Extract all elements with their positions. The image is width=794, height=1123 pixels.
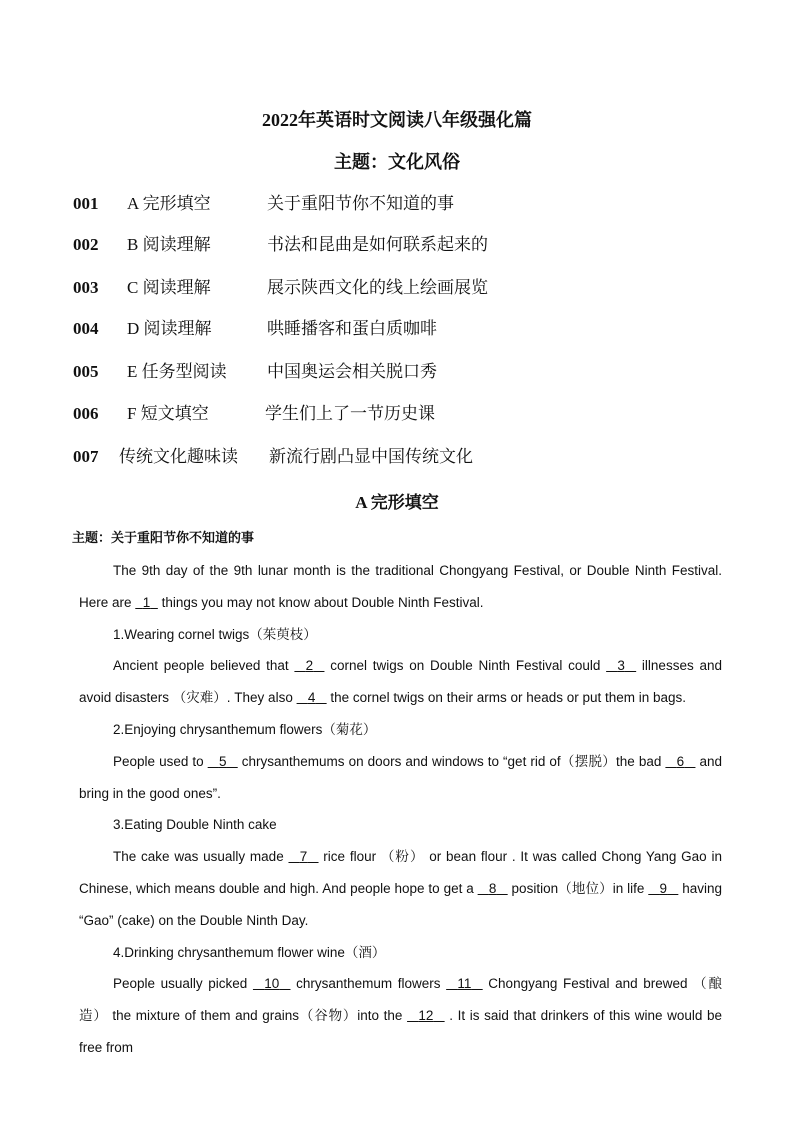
toc-number: 007	[73, 447, 99, 466]
blank-number: 1	[142, 594, 151, 610]
blank-number: 9	[659, 880, 668, 896]
toc-number: 004	[73, 319, 99, 338]
blank-number: 2	[305, 658, 314, 674]
toc-description: 新流行剧凸显中国传统文化	[269, 447, 473, 466]
blank-number: 11	[457, 976, 472, 992]
blank-2[interactable]	[294, 650, 324, 682]
toc-type: E 任务型阅读	[127, 362, 227, 381]
toc-type: D 阅读理解	[127, 319, 212, 338]
toc-type: B 阅读理解	[127, 235, 211, 254]
blank-number: 8	[488, 880, 497, 896]
blank-7[interactable]	[288, 841, 318, 873]
text: cornel twigs on Double Ninth Festival could	[324, 658, 607, 674]
text: People usually picked	[113, 976, 253, 992]
passage	[79, 555, 722, 1064]
toc-number: 005	[73, 362, 99, 381]
blank-11[interactable]	[446, 968, 483, 1000]
section-heading: A 完形填空	[355, 493, 439, 512]
paragraph	[79, 650, 722, 714]
blank-10[interactable]	[253, 968, 291, 1000]
toc-description: 中国奥运会相关脱口秀	[267, 362, 437, 381]
blank-number: 10	[264, 976, 280, 992]
toc-description: 哄睡播客和蛋白质咖啡	[267, 319, 437, 338]
toc-number: 001	[73, 194, 99, 213]
blank-3[interactable]	[606, 650, 636, 682]
toc-type: A 完形填空	[127, 194, 211, 213]
toc-type: F 短文填空	[127, 404, 209, 423]
blank-6[interactable]	[665, 746, 695, 778]
toc-description: 学生们上了一节历史课	[265, 404, 435, 423]
blank-number: 3	[617, 658, 625, 674]
paragraph	[79, 555, 722, 619]
blank-number: 12	[418, 1008, 434, 1024]
section-topic: 主题：关于重阳节你不知道的事	[72, 531, 255, 546]
text: Chongyang Festival and brewed （酿造） the mixture of them and grains（谷物）into the	[79, 976, 722, 1024]
toc-number: 003	[73, 278, 99, 297]
blank-number: 7	[299, 849, 308, 865]
paragraph	[79, 746, 722, 810]
toc-description: 书法和昆曲是如何联系起来的	[267, 235, 488, 254]
text: rice flour （粉） or bean flour . It was called Chong Yang Gao in Chinese, which means double and high. And people hope to get a	[79, 849, 722, 896]
text: the cornel twigs on their arms or heads or put them in bags.	[326, 690, 687, 706]
toc-description: 关于重阳节你不知道的事	[267, 194, 454, 213]
blank-number: 6	[676, 753, 685, 769]
blank-4[interactable]	[297, 682, 327, 714]
text: People used to	[113, 753, 208, 769]
text: The 9th day of the 9th lunar month is the traditional Chongyang Festival, or Double Ninth Festival. Here are	[79, 563, 722, 610]
text: Ancient people believed that	[113, 658, 295, 674]
blank-12[interactable]	[407, 1000, 445, 1032]
text: having “Gao” (cake) on the Double Ninth Day.	[79, 880, 722, 928]
text: things you may not know about Double Ninth Festival.	[157, 594, 484, 610]
paragraph	[79, 841, 722, 936]
text: chrysanthemum flowers	[290, 976, 447, 992]
blank-number: 4	[307, 690, 316, 706]
blank-5[interactable]	[208, 746, 238, 778]
text: chrysanthemums on doors and windows to “get rid of（摆脱）the bad	[237, 753, 666, 769]
toc-number: 002	[73, 235, 99, 254]
subheading: 1.Wearing cornel twigs（茱萸枝）	[113, 626, 317, 642]
blank-1[interactable]	[135, 587, 158, 619]
toc-description: 展示陕西文化的线上绘画展览	[267, 278, 488, 297]
blank-9[interactable]	[648, 873, 678, 905]
toc-type: C 阅读理解	[127, 278, 211, 297]
text: position（地位）in life	[507, 880, 649, 896]
toc-type: 传统文化趣味读	[119, 447, 238, 466]
blank-number: 5	[218, 753, 227, 769]
text: The cake was usually made	[113, 849, 289, 865]
toc-number: 006	[73, 404, 99, 423]
subheading: 2.Enjoying chrysanthemum flowers（菊花）	[113, 721, 377, 737]
subheading: 4.Drinking chrysanthemum flower wine（酒）	[113, 944, 386, 960]
document-title: 2022年英语时文阅读八年级强化篇	[262, 110, 532, 130]
text: . It is said that drinkers of this wine would be free from	[79, 1008, 722, 1055]
text: illnesses and avoid disasters （灾难）. They also	[79, 658, 722, 706]
theme-title: 主题：文化风俗	[334, 152, 460, 172]
text: and bring in the good ones”.	[79, 753, 723, 801]
subheading: 3.Eating Double Ninth cake	[113, 817, 277, 833]
blank-8[interactable]	[478, 873, 508, 905]
paragraph	[79, 968, 722, 1063]
